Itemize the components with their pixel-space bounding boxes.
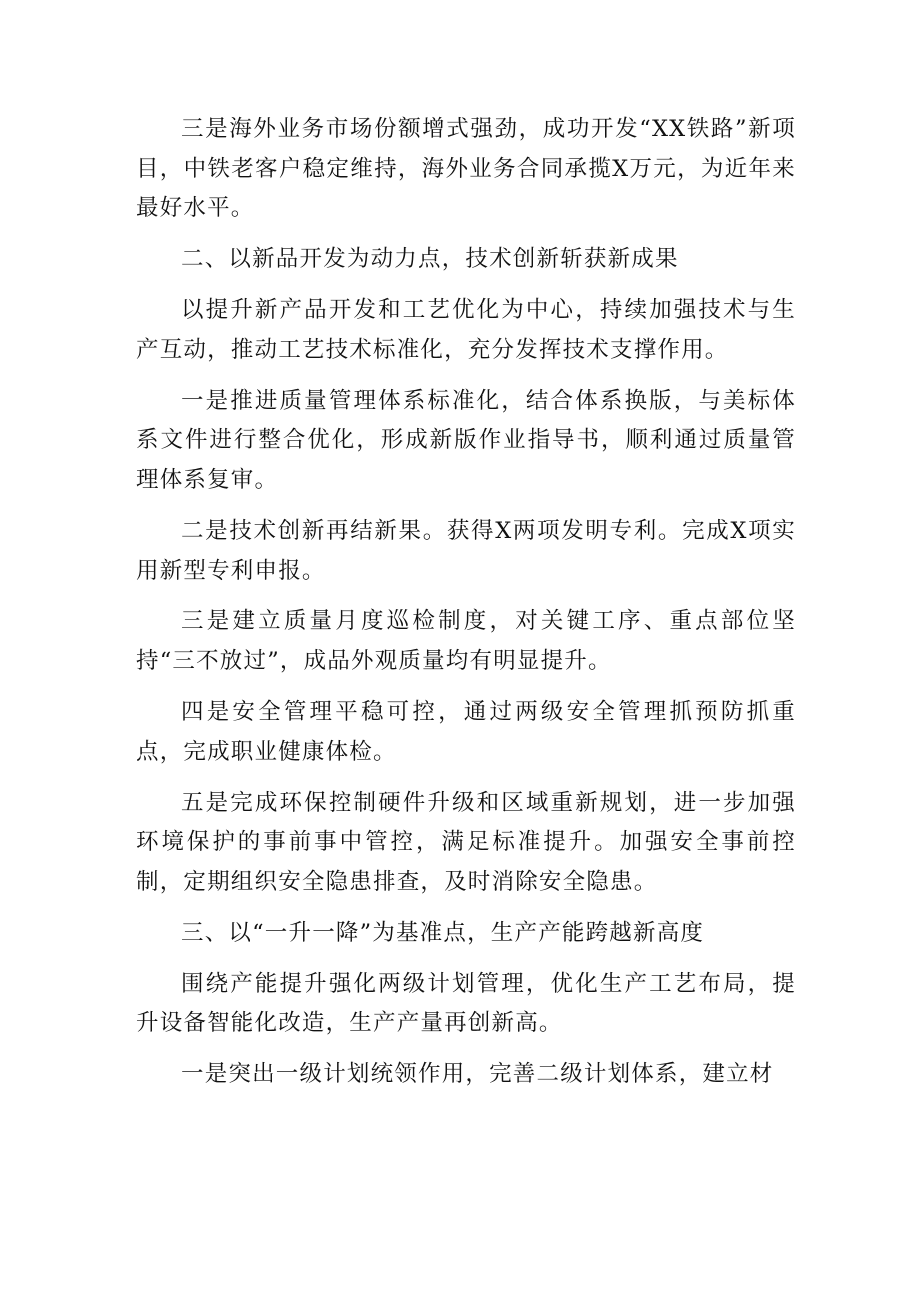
paragraph-monthly-inspection: 三是建立质量月度巡检制度，对关键工序、重点部位坚持“三不放过”，成品外观质量均有明显提升。: [136, 608, 796, 675]
paragraph-overseas-market: 三是海外业务市场份额增式强劲，成功开发“XX铁路”新项目，中铁老客户稳定维持，海外业务合同承揽X万元，为近年来最好水平。: [136, 116, 796, 222]
paragraph-safety-management: 四是安全管理平稳可控，通过两级安全管理抓预防抓重点，完成职业健康体检。: [136, 699, 796, 765]
paragraph-first-level-plan: 一是突出一级计划统领作用，完善二级计划体系，建立材: [181, 1061, 774, 1088]
section-heading-tech-innovation: 二、以新品开发为动力点，技术创新斩获新成果: [181, 246, 679, 273]
paragraph-capacity-intro: 围绕产能提升强化两级计划管理，优化生产工艺布局，提升设备智能化改造，生产产量再创新高。: [136, 970, 796, 1037]
section-heading-production-capacity: 三、以“一升一降”为基准点，生产产能跨越新高度: [181, 919, 705, 946]
paragraph-quality-system: 一是推进质量管理体系标准化，结合体系换版，与美标体系文件进行整合优化，形成新版作业指导书，顺利通过质量管理体系复审。: [136, 387, 796, 493]
paragraph-patents: 二是技术创新再结新果。获得X两项发明专利。完成X项实用新型专利申报。: [136, 517, 796, 584]
document-body: [136, 110, 796, 1106]
paragraph-environmental-control: 五是完成环保控制硬件升级和区域重新规划，进一步加强环境保护的事前事中管控，满足标准提升。加强安全事前控制，定期组织安全隐患排查，及时消除安全隐患。: [136, 789, 796, 895]
paragraph-tech-intro: 以提升新产品开发和工艺优化为中心，持续加强技术与生产互动，推动工艺技术标准化，充分发挥技术支撑作用。: [136, 297, 796, 363]
